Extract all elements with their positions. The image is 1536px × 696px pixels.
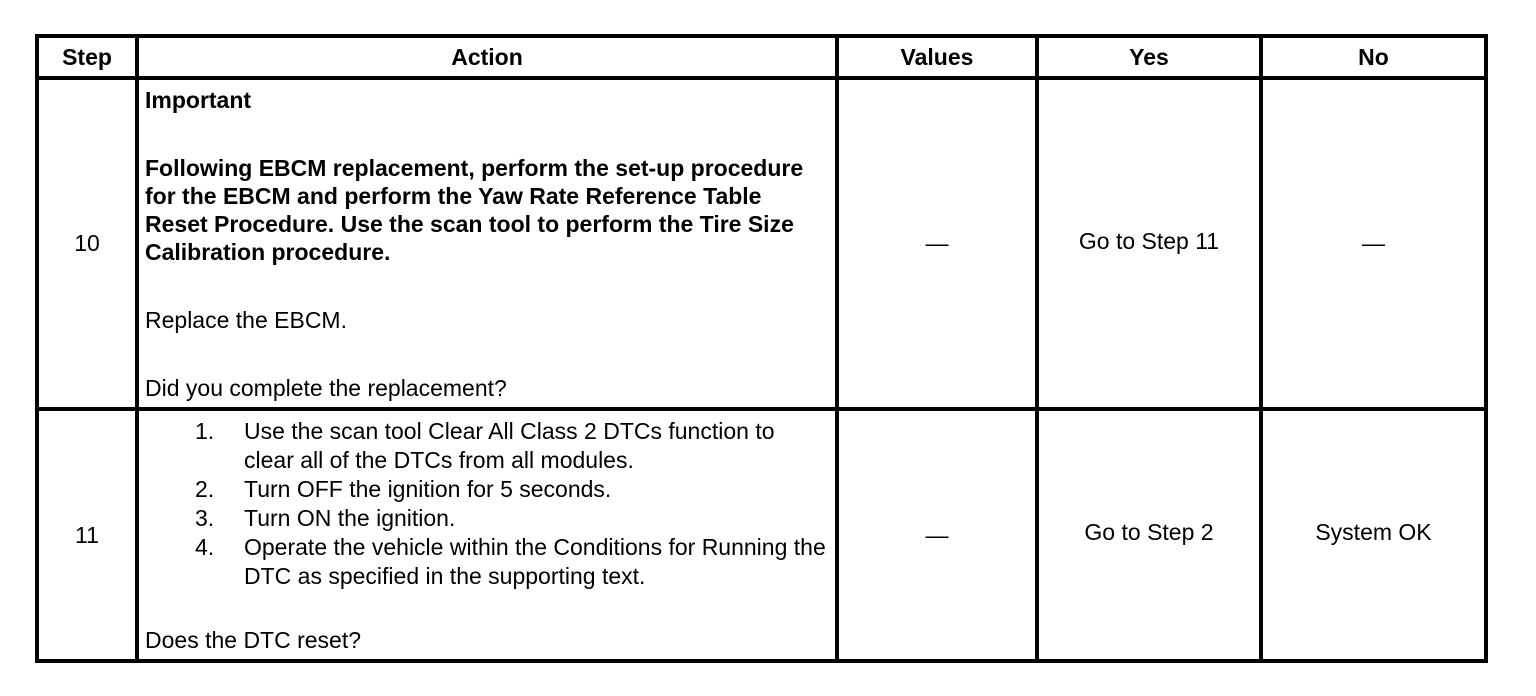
table-row [37, 78, 1486, 409]
header-yes: Yes [1037, 36, 1261, 78]
substep-number: 2. [195, 476, 215, 502]
yes-cell [1037, 409, 1261, 661]
list-item [145, 504, 829, 533]
table-row [37, 409, 1486, 661]
action-cell [137, 409, 837, 661]
no-cell: — [1261, 78, 1486, 409]
step-number: 11 [37, 409, 137, 661]
values-cell: — [837, 78, 1037, 409]
substep-list [145, 417, 829, 591]
yes-cell [1037, 78, 1261, 409]
values-cell: — [837, 409, 1037, 661]
substep-number: 4. [195, 534, 215, 560]
no-cell [1261, 409, 1486, 661]
action-question: Does the DTC reset? [145, 627, 362, 653]
action-instruction: Replace the EBCM. [145, 307, 347, 333]
yes-link[interactable]: Go to Step 2 [1084, 519, 1214, 545]
list-item [145, 533, 829, 591]
step-number: 10 [37, 78, 137, 409]
yes-link[interactable]: Go to Step 11 [1078, 227, 1220, 254]
important-note: Following EBCM replacement, perform the set-up procedure for the EBCM and perform the Yaw Rate Reference Table Reset Procedure. Use the scan tool to perform the Tire Size Calibration procedure. [145, 155, 804, 265]
substep-number: 3. [195, 505, 215, 531]
header-no: No [1261, 36, 1486, 78]
header-action: Action [137, 36, 837, 78]
action-cell [137, 78, 837, 409]
substep-number: 1. [195, 418, 215, 444]
diagnostic-table [35, 34, 1488, 663]
action-question: Did you complete the replacement? [145, 375, 507, 401]
list-item [145, 417, 829, 475]
list-item [145, 475, 829, 504]
substep-text: Turn OFF the ignition for 5 seconds. [244, 476, 612, 502]
substep-text: Operate the vehicle within the Conditions for Running the DTC as specified in the supporting text. [244, 534, 826, 589]
important-heading: Important [145, 87, 252, 113]
header-values: Values [837, 36, 1037, 78]
header-row [37, 36, 1486, 78]
substep-text: Turn ON the ignition. [244, 505, 456, 531]
substep-text: Use the scan tool Clear All Class 2 DTCs function to clear all of the DTCs from all modules. [244, 418, 775, 473]
header-step: Step [37, 36, 137, 78]
no-result: System OK [1315, 519, 1432, 545]
